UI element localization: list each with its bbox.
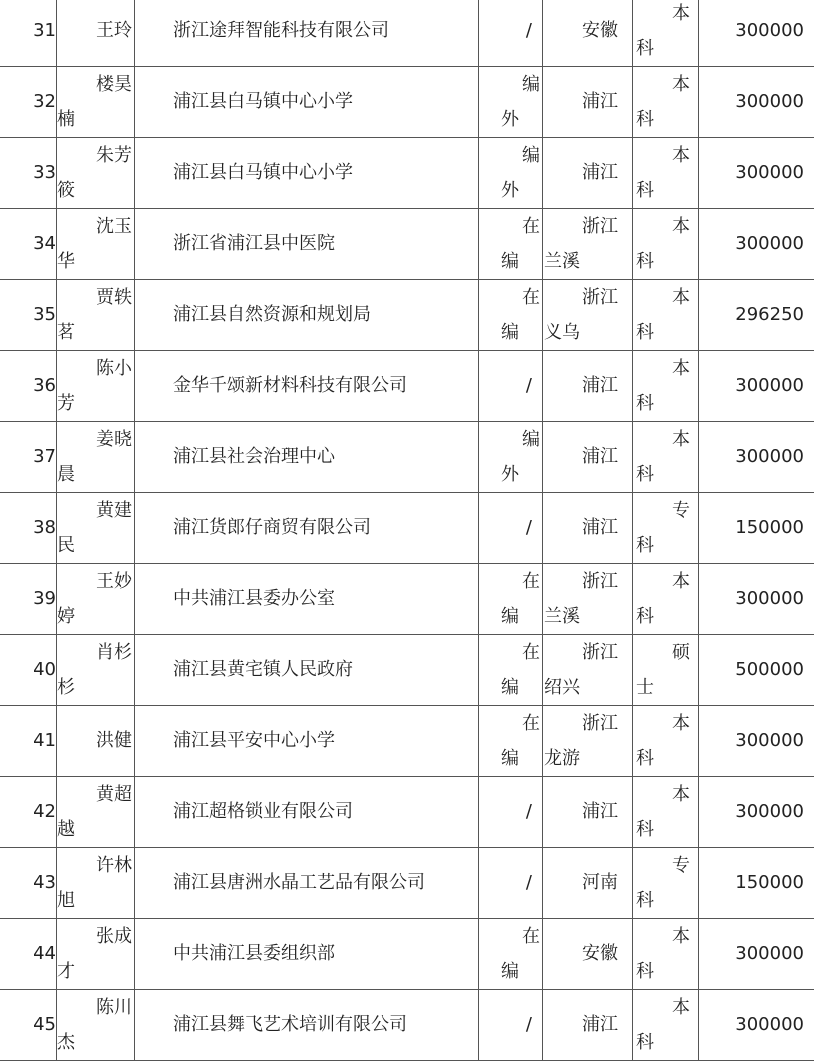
origin-place-cell	[542, 706, 632, 776]
subsidy-amount-cell	[698, 209, 814, 279]
education-level-line1: 本	[672, 3, 690, 24]
education-level-line1: 本	[672, 358, 690, 379]
education-level-line2: 科	[636, 393, 654, 414]
employer-cell	[134, 280, 478, 350]
staff-status-line2: 编	[501, 677, 519, 698]
person-name-cell	[56, 351, 134, 421]
origin-place-cell	[542, 280, 632, 350]
employer-cell	[134, 919, 478, 989]
row-number: 39	[33, 588, 56, 609]
staff-status-cell	[478, 706, 542, 776]
education-level-cell	[632, 990, 698, 1060]
education-level-line1: 本	[672, 216, 690, 237]
staff-status-line2: 外	[501, 180, 519, 201]
person-name-line2: 华	[57, 251, 75, 272]
person-name-line2: 民	[57, 535, 75, 556]
origin-place-cell	[542, 635, 632, 705]
origin-place-line2: 兰溪	[544, 251, 580, 272]
subsidy-amount: 300000	[735, 233, 804, 254]
person-name-line1: 王妙	[96, 571, 132, 592]
staff-status-line2: 外	[501, 464, 519, 485]
person-name-line1: 沈玉	[96, 216, 132, 237]
row-number: 44	[33, 943, 56, 964]
origin-place-cell	[542, 209, 632, 279]
origin-place: 浦江	[582, 446, 618, 467]
subsidy-amount: 300000	[735, 446, 804, 467]
education-level-line1: 本	[672, 145, 690, 166]
education-level-cell	[632, 138, 698, 208]
education-level-line2: 科	[636, 890, 654, 911]
origin-place-cell	[542, 0, 632, 66]
person-name-cell	[56, 706, 134, 776]
subsidy-amount: 150000	[735, 517, 804, 538]
origin-place: 浦江	[582, 375, 618, 396]
education-level-cell	[632, 209, 698, 279]
employer-name: 浙江省浦江县中医院	[173, 233, 335, 254]
row-number-cell	[0, 351, 56, 421]
subsidy-amount: 300000	[735, 162, 804, 183]
education-level-line2: 科	[636, 464, 654, 485]
table-row	[0, 990, 814, 1061]
person-name-line1: 张成	[96, 926, 132, 947]
row-number-cell	[0, 422, 56, 492]
education-level-line2: 科	[636, 109, 654, 130]
staff-status-line1: 在	[522, 287, 540, 308]
staff-status-cell	[478, 493, 542, 563]
person-name-cell	[56, 493, 134, 563]
staff-status-line2: 编	[501, 322, 519, 343]
person-name-cell	[56, 67, 134, 137]
staff-status: /	[525, 375, 532, 396]
row-number: 41	[33, 730, 56, 751]
staff-status-cell	[478, 422, 542, 492]
person-name-cell	[56, 564, 134, 634]
employer-name: 中共浦江县委组织部	[173, 943, 335, 964]
employer-name: 金华千颂新材料科技有限公司	[173, 375, 407, 396]
row-number-cell	[0, 706, 56, 776]
person-name-line1: 陈川	[96, 997, 132, 1018]
row-number: 38	[33, 517, 56, 538]
education-level-line2: 科	[636, 819, 654, 840]
person-name-line2: 婷	[57, 606, 75, 627]
table-row	[0, 280, 814, 351]
origin-place: 浦江	[582, 162, 618, 183]
employer-name: 浦江县社会治理中心	[173, 446, 335, 467]
table-row	[0, 635, 814, 706]
person-name-cell	[56, 280, 134, 350]
subsidy-amount: 300000	[735, 801, 804, 822]
table-row	[0, 919, 814, 990]
row-number-cell	[0, 777, 56, 847]
education-level-line1: 本	[672, 713, 690, 734]
subsidy-amount-cell	[698, 635, 814, 705]
education-level-line1: 专	[672, 855, 690, 876]
education-level-line1: 本	[672, 997, 690, 1018]
education-level-line1: 本	[672, 429, 690, 450]
staff-status: /	[525, 517, 532, 538]
origin-place-line1: 浙江	[582, 287, 618, 308]
person-name-line1: 肖杉	[96, 642, 132, 663]
employer-name: 浦江县平安中心小学	[173, 730, 335, 751]
education-level-cell	[632, 0, 698, 66]
education-level-line2: 科	[636, 961, 654, 982]
person-name-cell	[56, 0, 134, 66]
table-row	[0, 564, 814, 635]
person-name-cell	[56, 209, 134, 279]
education-level-line2: 科	[636, 180, 654, 201]
education-level-line2: 科	[636, 606, 654, 627]
staff-status-line2: 编	[501, 606, 519, 627]
employer-name: 浦江货郎仔商贸有限公司	[173, 517, 371, 538]
person-name-line1: 陈小	[96, 358, 132, 379]
person-name-line2: 杰	[57, 1032, 75, 1053]
row-number: 36	[33, 375, 56, 396]
education-level-cell	[632, 848, 698, 918]
subsidy-amount-cell	[698, 138, 814, 208]
subsidy-amount: 296250	[735, 304, 804, 325]
row-number: 45	[33, 1014, 56, 1035]
person-name-cell	[56, 777, 134, 847]
origin-place-cell	[542, 351, 632, 421]
employer-cell	[134, 422, 478, 492]
table-row	[0, 493, 814, 564]
education-level-cell	[632, 351, 698, 421]
subsidy-amount-cell	[698, 990, 814, 1060]
subsidy-amount-cell	[698, 848, 814, 918]
staff-status-cell	[478, 209, 542, 279]
subsidy-amount-cell	[698, 919, 814, 989]
person-name-line2: 芳	[57, 393, 75, 414]
table-row	[0, 777, 814, 848]
staff-status-line1: 编	[522, 74, 540, 95]
employer-cell	[134, 351, 478, 421]
origin-place-cell	[542, 564, 632, 634]
person-name-line1: 贾轶	[96, 287, 132, 308]
person-name-line1: 楼昊	[96, 74, 132, 95]
education-level-line2: 士	[636, 677, 654, 698]
person-name-line1: 黄建	[96, 500, 132, 521]
subsidy-amount: 300000	[735, 375, 804, 396]
staff-status-cell	[478, 138, 542, 208]
table-row	[0, 351, 814, 422]
education-level-cell	[632, 564, 698, 634]
row-number: 37	[33, 446, 56, 467]
origin-place: 浦江	[582, 801, 618, 822]
staff-status-line1: 编	[522, 145, 540, 166]
table-row	[0, 67, 814, 138]
education-level-line1: 本	[672, 287, 690, 308]
education-level-cell	[632, 706, 698, 776]
person-name-line2: 楠	[57, 109, 75, 130]
staff-status-line1: 在	[522, 926, 540, 947]
employer-name: 浦江县唐洲水晶工艺品有限公司	[173, 872, 425, 893]
education-level-line2: 科	[636, 535, 654, 556]
origin-place-cell	[542, 990, 632, 1060]
staff-status-line2: 外	[501, 109, 519, 130]
staff-status-cell	[478, 635, 542, 705]
subsidy-amount-cell	[698, 493, 814, 563]
origin-place-cell	[542, 493, 632, 563]
table-row	[0, 848, 814, 919]
row-number: 42	[33, 801, 56, 822]
row-number-cell	[0, 280, 56, 350]
employer-cell	[134, 493, 478, 563]
employer-name: 浙江途拜智能科技有限公司	[173, 20, 389, 41]
employer-name: 中共浦江县委办公室	[173, 588, 335, 609]
origin-place-line1: 浙江	[582, 571, 618, 592]
row-number: 34	[33, 233, 56, 254]
employer-cell	[134, 635, 478, 705]
education-level-line1: 本	[672, 571, 690, 592]
row-number: 40	[33, 659, 56, 680]
row-number-cell	[0, 919, 56, 989]
table-row	[0, 209, 814, 280]
origin-place-cell	[542, 422, 632, 492]
subsidy-amount-cell	[698, 280, 814, 350]
table-row	[0, 422, 814, 493]
employer-cell	[134, 990, 478, 1060]
subsidy-amount: 300000	[735, 1014, 804, 1035]
row-number-cell	[0, 848, 56, 918]
education-level-cell	[632, 67, 698, 137]
staff-status-line2: 编	[501, 748, 519, 769]
person-name-line2: 才	[57, 961, 75, 982]
staff-status-cell	[478, 777, 542, 847]
origin-place-line2: 义乌	[544, 322, 580, 343]
origin-place-cell	[542, 848, 632, 918]
employer-cell	[134, 67, 478, 137]
origin-place: 浦江	[582, 91, 618, 112]
staff-status-cell	[478, 67, 542, 137]
origin-place-line2: 龙游	[544, 748, 580, 769]
staff-status-cell	[478, 848, 542, 918]
person-name-cell	[56, 422, 134, 492]
person-name-line2: 茗	[57, 322, 75, 343]
row-number-cell	[0, 493, 56, 563]
origin-place-line1: 浙江	[582, 216, 618, 237]
row-number-cell	[0, 990, 56, 1060]
staff-status-line2: 编	[501, 961, 519, 982]
staff-status-line1: 编	[522, 429, 540, 450]
row-number: 31	[33, 20, 56, 41]
education-level-cell	[632, 280, 698, 350]
row-number: 32	[33, 91, 56, 112]
education-level-line1: 本	[672, 74, 690, 95]
table-row	[0, 706, 814, 777]
education-level-line1: 硕	[672, 642, 690, 663]
person-name: 洪健	[96, 730, 132, 751]
row-number-cell	[0, 138, 56, 208]
row-number-cell	[0, 67, 56, 137]
origin-place-cell	[542, 67, 632, 137]
subsidy-amount-cell	[698, 351, 814, 421]
origin-place-line2: 绍兴	[544, 677, 580, 698]
subsidy-amount-cell	[698, 564, 814, 634]
origin-place: 浦江	[582, 517, 618, 538]
staff-status-line1: 在	[522, 642, 540, 663]
person-name-line2: 晨	[57, 464, 75, 485]
origin-place-line2: 兰溪	[544, 606, 580, 627]
employer-name: 浦江县自然资源和规划局	[173, 304, 371, 325]
staff-status-cell	[478, 990, 542, 1060]
table-row	[0, 0, 814, 67]
education-level-line1: 专	[672, 500, 690, 521]
origin-place: 浦江	[582, 1014, 618, 1035]
employer-cell	[134, 706, 478, 776]
subsidy-amount-cell	[698, 67, 814, 137]
person-name-line2: 杉	[57, 677, 75, 698]
person-name-line1: 许林	[96, 855, 132, 876]
employer-name: 浦江县白马镇中心小学	[173, 91, 353, 112]
employer-cell	[134, 209, 478, 279]
staff-status: /	[525, 20, 532, 41]
origin-place-line1: 浙江	[582, 713, 618, 734]
staff-status-line2: 编	[501, 251, 519, 272]
staff-status-cell	[478, 564, 542, 634]
person-name: 王玲	[96, 20, 132, 41]
person-name-line2: 筱	[57, 180, 75, 201]
origin-place: 安徽	[582, 20, 618, 41]
employer-name: 浦江县白马镇中心小学	[173, 162, 353, 183]
subsidy-amount-cell	[698, 706, 814, 776]
staff-status-line1: 在	[522, 216, 540, 237]
row-number: 33	[33, 162, 56, 183]
person-name-cell	[56, 138, 134, 208]
person-name-cell	[56, 990, 134, 1060]
person-name-cell	[56, 848, 134, 918]
origin-place-cell	[542, 777, 632, 847]
row-number-cell	[0, 0, 56, 66]
subsidy-amount: 300000	[735, 943, 804, 964]
education-level-cell	[632, 635, 698, 705]
person-name-line2: 越	[57, 819, 75, 840]
education-level-line2: 科	[636, 251, 654, 272]
person-name-line1: 姜晓	[96, 429, 132, 450]
origin-place-line1: 浙江	[582, 642, 618, 663]
subsidy-amount: 300000	[735, 730, 804, 751]
subsidy-amount-cell	[698, 777, 814, 847]
education-level-line1: 本	[672, 784, 690, 805]
staff-status: /	[525, 872, 532, 893]
person-name-line2: 旭	[57, 890, 75, 911]
table-row	[0, 138, 814, 209]
row-number-cell	[0, 209, 56, 279]
education-level-line1: 本	[672, 926, 690, 947]
employer-cell	[134, 138, 478, 208]
employer-name: 浦江县舞飞艺术培训有限公司	[173, 1014, 407, 1035]
staff-status-cell	[478, 0, 542, 66]
education-level-cell	[632, 422, 698, 492]
staff-status-cell	[478, 351, 542, 421]
origin-place-cell	[542, 138, 632, 208]
person-name-cell	[56, 919, 134, 989]
row-number-cell	[0, 635, 56, 705]
subsidy-amount: 300000	[735, 588, 804, 609]
education-level-cell	[632, 493, 698, 563]
subsidy-amount: 500000	[735, 659, 804, 680]
staff-status-line1: 在	[522, 713, 540, 734]
person-name-line1: 黄超	[96, 784, 132, 805]
subsidy-amount-cell	[698, 0, 814, 66]
education-level-line2: 科	[636, 38, 654, 59]
row-number: 43	[33, 872, 56, 893]
employer-cell	[134, 0, 478, 66]
row-number: 35	[33, 304, 56, 325]
staff-status-line1: 在	[522, 571, 540, 592]
origin-place-cell	[542, 919, 632, 989]
employer-cell	[134, 777, 478, 847]
employer-name: 浦江超格锁业有限公司	[173, 801, 353, 822]
education-level-line2: 科	[636, 322, 654, 343]
staff-status: /	[525, 1014, 532, 1035]
education-level-line2: 科	[636, 748, 654, 769]
subsidy-amount-cell	[698, 422, 814, 492]
education-level-cell	[632, 919, 698, 989]
row-number-cell	[0, 564, 56, 634]
education-level-line2: 科	[636, 1032, 654, 1053]
subsidy-amount: 300000	[735, 20, 804, 41]
person-name-line1: 朱芳	[96, 145, 132, 166]
subsidy-amount: 150000	[735, 872, 804, 893]
origin-place: 安徽	[582, 943, 618, 964]
subsidy-amount: 300000	[735, 91, 804, 112]
staff-status-cell	[478, 919, 542, 989]
education-level-cell	[632, 777, 698, 847]
staff-status-cell	[478, 280, 542, 350]
employer-cell	[134, 848, 478, 918]
employer-cell	[134, 564, 478, 634]
person-name-cell	[56, 635, 134, 705]
staff-status: /	[525, 801, 532, 822]
origin-place: 河南	[582, 872, 618, 893]
employer-name: 浦江县黄宅镇人民政府	[173, 659, 353, 680]
